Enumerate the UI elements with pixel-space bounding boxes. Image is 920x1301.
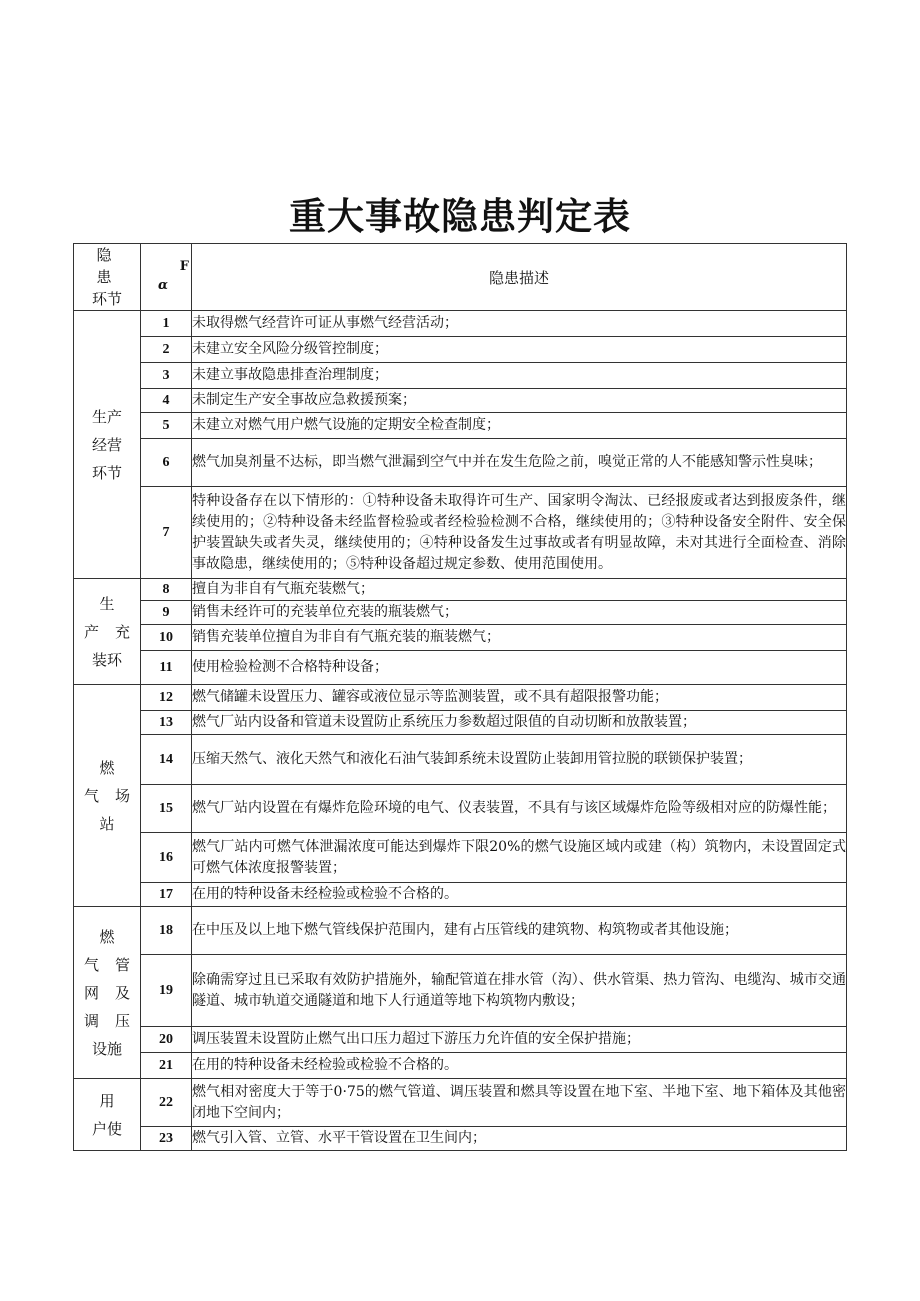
row-number: 14 <box>141 735 192 785</box>
table-row <box>74 389 847 413</box>
row-description: 燃气引入管、立管、水平干管设置在卫生间内； <box>192 1127 847 1151</box>
table-row <box>74 601 847 625</box>
row-number: 9 <box>141 601 192 625</box>
row-number: 1 <box>141 311 192 337</box>
table-row <box>74 439 847 487</box>
section-label-line: 气 管 <box>84 955 130 974</box>
row-number: 19 <box>141 955 192 1027</box>
row-description: 未取得燃气经营许可证从事燃气经营活动； <box>192 311 847 337</box>
section-label-line: 气 场 <box>84 786 130 805</box>
table-row <box>74 955 847 1027</box>
table-row <box>74 651 847 685</box>
table-row <box>74 311 847 337</box>
section-label-filling <box>74 579 141 685</box>
section-label-user <box>74 1079 141 1151</box>
table-row <box>74 1079 847 1127</box>
section-label-line: 装环 <box>91 650 122 669</box>
row-number: 3 <box>141 363 192 389</box>
table-row <box>74 337 847 363</box>
table-row <box>74 833 847 883</box>
row-number: 11 <box>141 651 192 685</box>
row-description: 使用检验检测不合格特种设备； <box>192 651 847 685</box>
row-description: 除确需穿过且已采取有效防护措施外，输配管道在排水管（沟）、供水管渠、热力管沟、电缆沟、城市交通隧道、城市轨道交通隧道和地下人行通道等地下构筑物内敷设； <box>192 955 847 1027</box>
section-label-line: 站 <box>99 814 115 833</box>
section-label-line: 环节 <box>91 463 122 482</box>
table-row <box>74 413 847 439</box>
row-description: 燃气储罐未设置压力、罐容或液位显示等监测装置，或不具有超限报警功能； <box>192 685 847 711</box>
table-header-row <box>74 244 847 311</box>
row-number: 2 <box>141 337 192 363</box>
row-description: 在用的特种设备未经检验或检验不合格的。 <box>192 883 847 907</box>
table-row <box>74 487 847 579</box>
section-label-line: 网 及 <box>84 983 130 1002</box>
row-description: 调压装置未设置防止燃气出口压力超过下游压力允许值的安全保护措施； <box>192 1027 847 1053</box>
header-number-top: F <box>179 259 189 274</box>
row-description: 未建立安全风险分级管控制度； <box>192 337 847 363</box>
row-description: 未建立事故隐患排查治理制度； <box>192 363 847 389</box>
section-label-line: 设施 <box>91 1039 122 1058</box>
section-label-line: 产 充 <box>84 622 130 641</box>
section-label-production <box>74 311 141 579</box>
section-label-station <box>74 685 141 907</box>
row-description: 未制定生产安全事故应急救援预案； <box>192 389 847 413</box>
table-row <box>74 735 847 785</box>
row-description: 压缩天然气、液化天然气和液化石油气装卸系统未设置防止装卸用管拉脱的联锁保护装置； <box>192 735 847 785</box>
table-row <box>74 579 847 601</box>
row-description: 销售充装单位擅自为非自有气瓶充装的瓶装燃气； <box>192 625 847 651</box>
section-label-line: 生 <box>99 594 115 613</box>
row-description: 在用的特种设备未经检验或检验不合格的。 <box>192 1053 847 1079</box>
header-number <box>141 244 192 311</box>
section-label-line: 生产 <box>91 407 122 426</box>
row-description: 特种设备存在以下情形的：①特种设备未取得许可生产、国家明令淘汰、已经报废或者达到报废条件，继续使用的；②特种设备未经监督检验或者经检验检测不合格，继续使用的；③特种设备安全附件、安全保护装置缺失或者失灵，继续使用的；④特种设备发生过事故或者有明显故障，未对其进行全面检查、消除事故隐患，继续使用的；⑤特种设备超过规定参数、使用范围使用。 <box>192 487 847 579</box>
row-number: 15 <box>141 785 192 833</box>
page-title: 重大事故隐患判定表 <box>289 195 631 238</box>
row-description: 销售未经许可的充装单位充装的瓶装燃气； <box>192 601 847 625</box>
table-row <box>74 625 847 651</box>
row-number: 6 <box>141 439 192 487</box>
table-row <box>74 1027 847 1053</box>
row-number: 21 <box>141 1053 192 1079</box>
header-description: 隐患描述 <box>192 244 847 311</box>
section-label-line: 经营 <box>91 435 122 454</box>
row-number: 8 <box>141 579 192 601</box>
header-section-line2: 环节 <box>91 290 122 308</box>
row-number: 4 <box>141 389 192 413</box>
row-description: 燃气加臭剂量不达标，即当燃气泄漏到空气中并在发生危险之前，嗅觉正常的人不能感知警示性臭味； <box>192 439 847 487</box>
header-section <box>74 244 141 311</box>
row-description: 燃气厂站内可燃气体泄漏浓度可能达到爆炸下限20%的燃气设施区域内或建（构）筑物内，未设置固定式可燃气体浓度报警装置； <box>192 833 847 883</box>
table-row <box>74 883 847 907</box>
row-number: 20 <box>141 1027 192 1053</box>
header-number-bottom: α <box>158 278 169 293</box>
table-row <box>74 1053 847 1079</box>
section-label-line: 调 压 <box>84 1011 130 1030</box>
row-number: 5 <box>141 413 192 439</box>
row-number: 18 <box>141 907 192 955</box>
row-number: 13 <box>141 711 192 735</box>
table-row <box>74 711 847 735</box>
section-label-line: 户使 <box>91 1119 122 1138</box>
table-row <box>74 907 847 955</box>
row-description: 燃气相对密度大于等于0·75的燃气管道、调压装置和燃具等设置在地下室、半地下室、地下箱体及其他密闭地下空间内； <box>192 1079 847 1127</box>
row-number: 22 <box>141 1079 192 1127</box>
table-row <box>74 685 847 711</box>
row-number: 23 <box>141 1127 192 1151</box>
table-row <box>74 363 847 389</box>
section-label-line: 燃 <box>99 758 115 777</box>
row-description: 燃气厂站内设置在有爆炸危险环境的电气、仪表装置，不具有与该区域爆炸危险等级相对应的防爆性能； <box>192 785 847 833</box>
row-description: 擅自为非自有气瓶充装燃气； <box>192 579 847 601</box>
row-description: 在中压及以上地下燃气管线保护范围内，建有占压管线的建筑物、构筑物或者其他设施； <box>192 907 847 955</box>
section-label-pipeline <box>74 907 141 1079</box>
row-number: 10 <box>141 625 192 651</box>
section-label-line: 燃 <box>99 927 115 946</box>
row-description: 未建立对燃气用户燃气设施的定期安全检查制度； <box>192 413 847 439</box>
hazard-table <box>73 243 847 1151</box>
row-number: 12 <box>141 685 192 711</box>
row-number: 16 <box>141 833 192 883</box>
header-section-line1: 隐患 <box>96 246 130 286</box>
row-number: 17 <box>141 883 192 907</box>
row-description: 燃气厂站内设备和管道未设置防止系统压力参数超过限值的自动切断和放散装置； <box>192 711 847 735</box>
section-label-line: 用 <box>99 1091 115 1110</box>
table-row <box>74 1127 847 1151</box>
row-number: 7 <box>141 487 192 579</box>
table-row <box>74 785 847 833</box>
